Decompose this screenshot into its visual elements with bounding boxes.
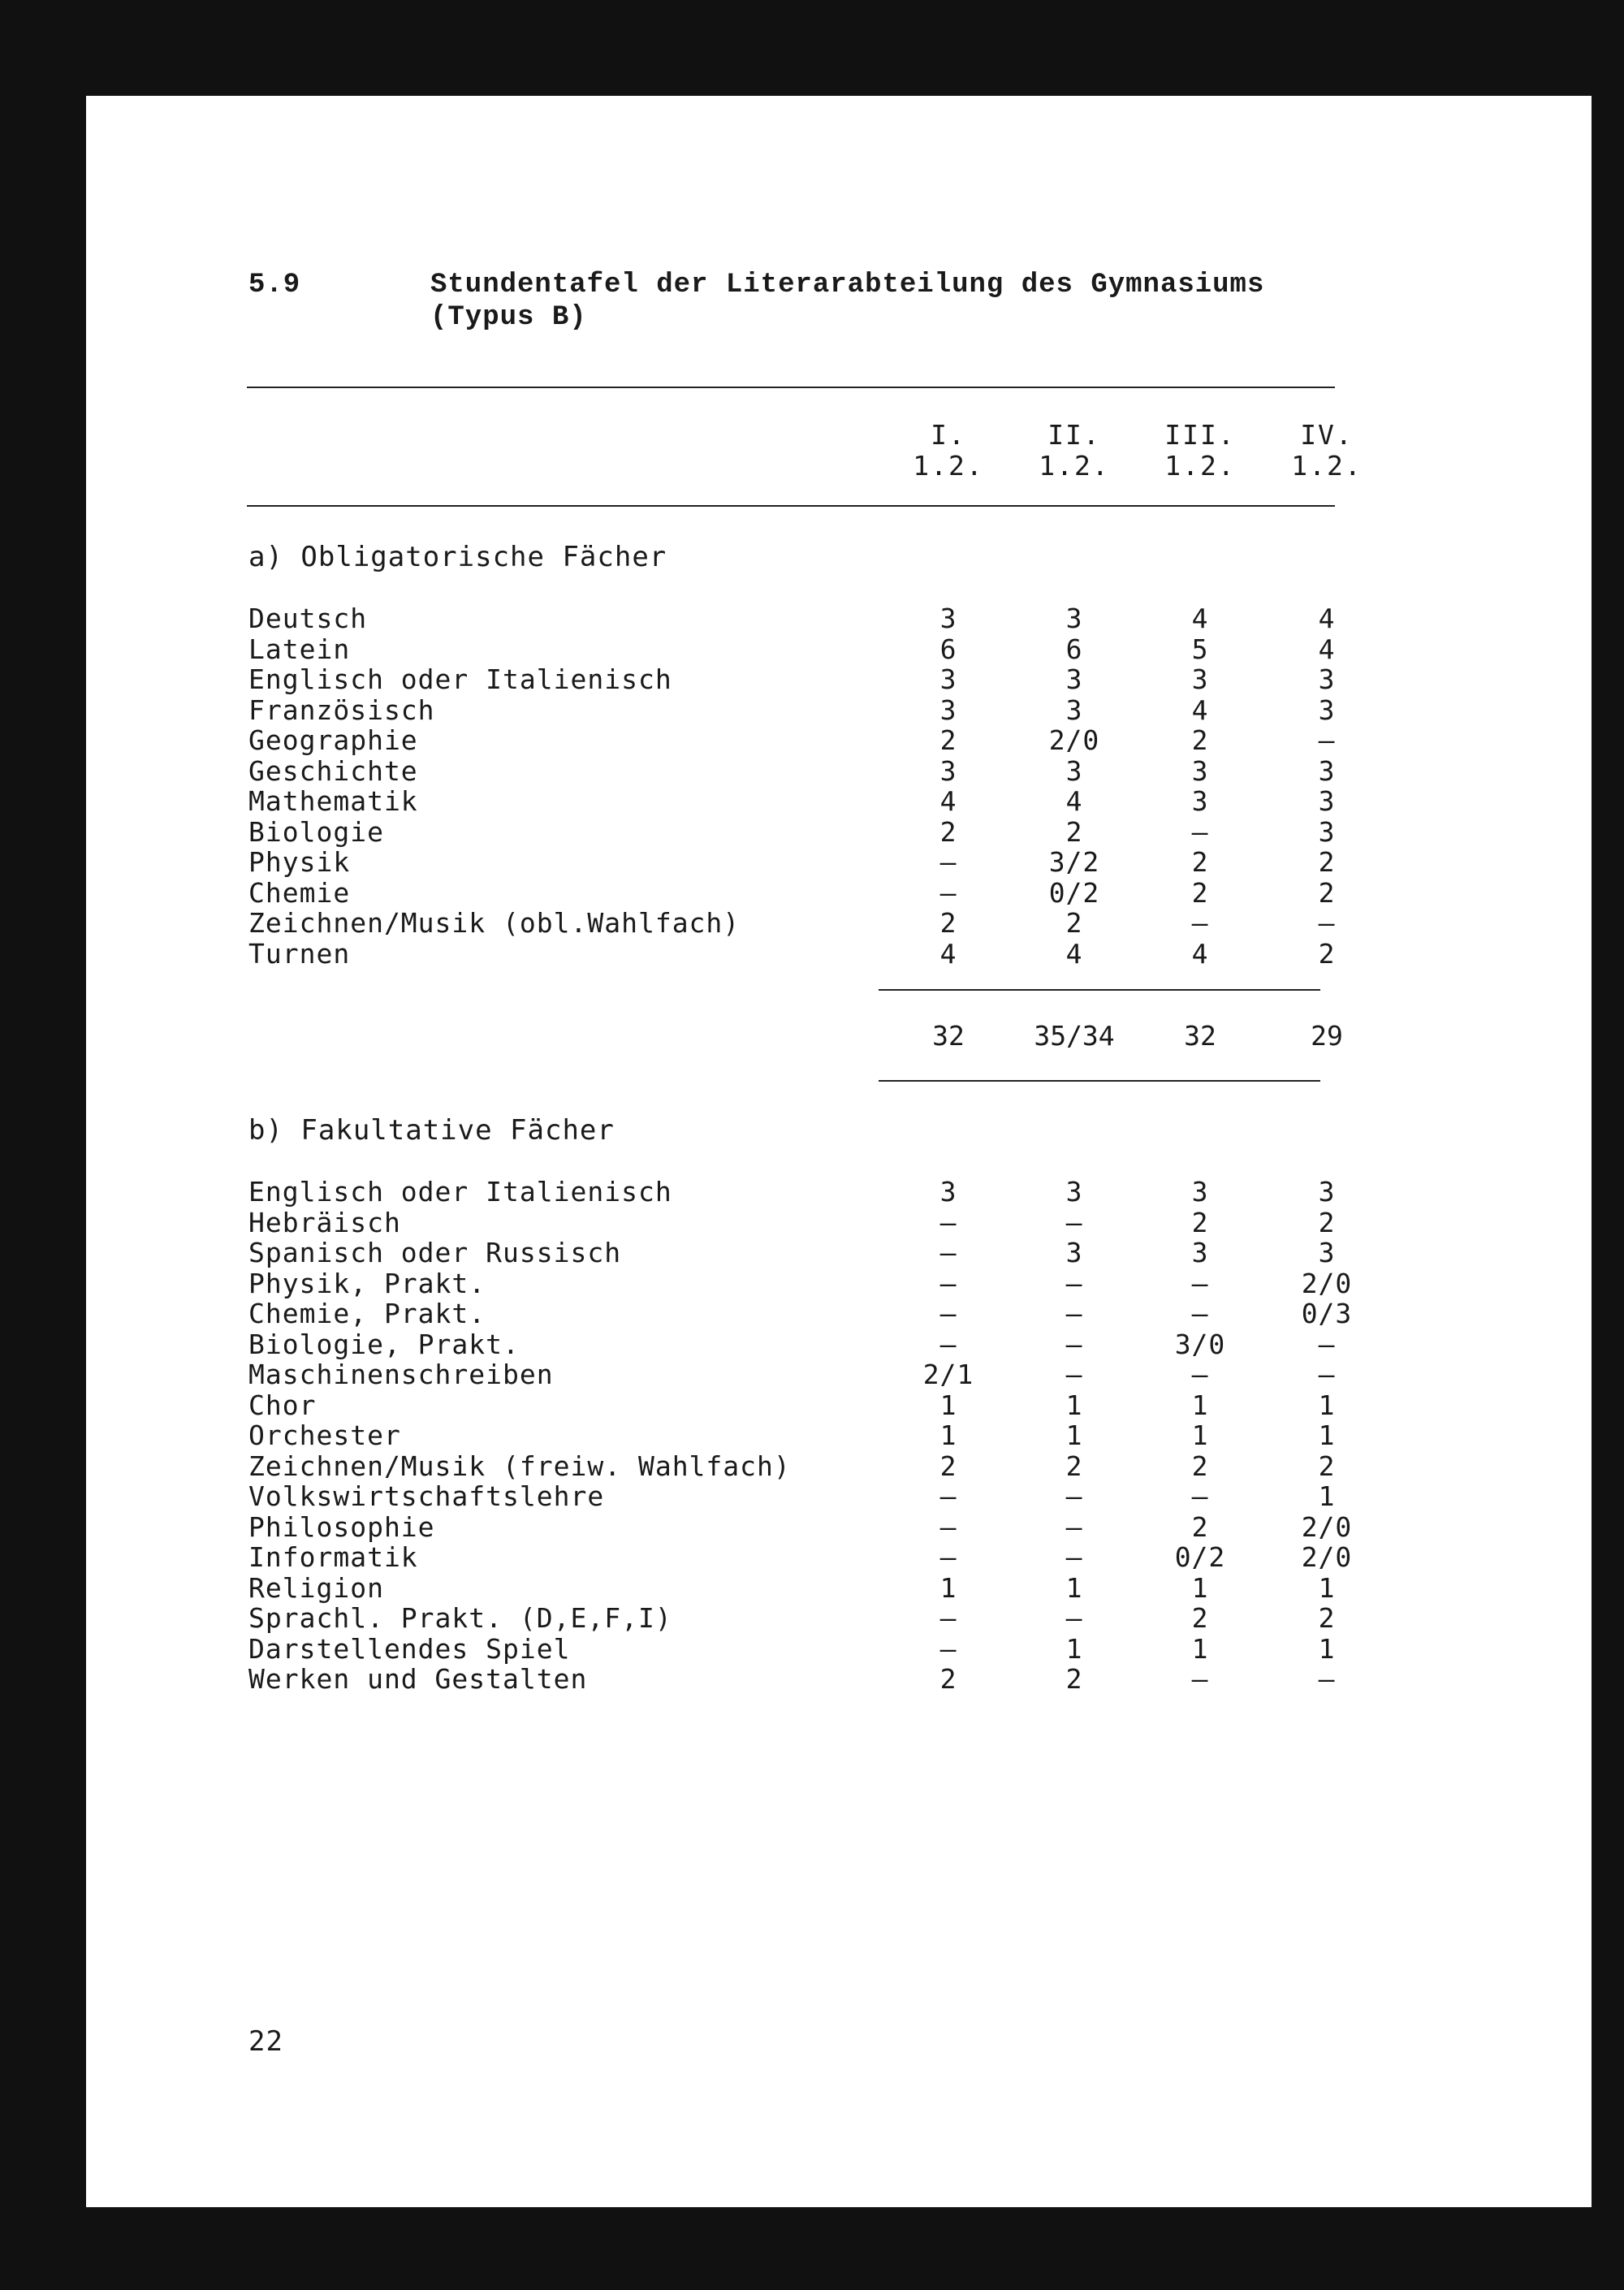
hours-cell-year-2: 2/0 — [1048, 724, 1100, 756]
hours-cell-year-4: – — [1318, 724, 1336, 756]
hours-cell-year-1: – — [939, 1206, 957, 1238]
table-row — [86, 1207, 1592, 1238]
hours-cell-year-3: – — [1191, 815, 1209, 848]
hours-cell-year-1: – — [939, 1237, 957, 1268]
hours-cell-year-1: 2 — [939, 1663, 957, 1695]
hours-cell-year-2: 3 — [1065, 663, 1083, 695]
hours-cell-year-3: 1 — [1191, 1419, 1209, 1451]
subject-label: Chor — [248, 1389, 317, 1421]
hours-cell-year-3: 3 — [1191, 754, 1209, 787]
hours-cell-year-1: 1 — [939, 1571, 957, 1604]
hours-cell-year-3: 1 — [1191, 1389, 1209, 1421]
hours-cell-year-2: – — [1065, 1480, 1083, 1512]
table-row — [86, 694, 1592, 725]
column-header-semesters-4: 1.2. — [1291, 450, 1363, 482]
hours-cell-year-4: – — [1318, 1359, 1336, 1390]
table-row — [86, 1511, 1592, 1542]
hours-cell-year-2: 0/2 — [1048, 876, 1100, 909]
hours-cell-year-1: 4 — [939, 937, 957, 970]
hours-cell-year-4: 3 — [1318, 693, 1336, 726]
hours-cell-year-1: 2/1 — [922, 1359, 974, 1390]
total-year-1: 32 — [932, 1020, 965, 1052]
hours-cell-year-3: 3 — [1191, 1176, 1209, 1208]
document-page — [86, 96, 1592, 2207]
hours-cell-year-4: 1 — [1318, 1571, 1336, 1604]
hours-cell-year-3: 0/2 — [1174, 1541, 1226, 1573]
table-row — [86, 755, 1592, 786]
hours-cell-year-3: – — [1191, 1267, 1209, 1299]
hours-cell-year-1: – — [939, 846, 957, 878]
totals-rule-bottom — [879, 1080, 1320, 1082]
table-row — [86, 816, 1592, 847]
hours-cell-year-4: 1 — [1318, 1632, 1336, 1665]
header-rule — [247, 505, 1335, 507]
subject-label: Chemie — [248, 876, 351, 909]
hours-cell-year-3: 2 — [1191, 1510, 1209, 1543]
hours-cell-year-1: – — [939, 1480, 957, 1512]
hours-cell-year-1: 2 — [939, 724, 957, 756]
hours-cell-year-2: 1 — [1065, 1571, 1083, 1604]
hours-cell-year-4: 4 — [1318, 633, 1336, 665]
subject-label: Französisch — [248, 693, 435, 726]
hours-cell-year-2: 2 — [1065, 1663, 1083, 1695]
column-header-semesters-1: 1.2. — [913, 450, 984, 482]
section-b-heading: b) Fakultative Fächer — [248, 1114, 615, 1147]
table-row — [86, 1389, 1592, 1420]
subject-label: Zeichnen/Musik (freiw. Wahlfach) — [248, 1450, 791, 1482]
hours-cell-year-4: 2 — [1318, 876, 1336, 909]
hours-cell-year-3: 2 — [1191, 724, 1209, 756]
hours-cell-year-1: 1 — [939, 1419, 957, 1451]
top-rule — [247, 387, 1335, 388]
subject-label: Informatik — [248, 1541, 418, 1573]
hours-cell-year-4: 2 — [1318, 1602, 1336, 1634]
table-row — [86, 1419, 1592, 1450]
hours-cell-year-3: 5 — [1191, 633, 1209, 665]
hours-cell-year-3: 3 — [1191, 1237, 1209, 1268]
hours-cell-year-1: 3 — [939, 663, 957, 695]
hours-cell-year-1: – — [939, 1267, 957, 1299]
subject-label: Englisch oder Italienisch — [248, 663, 672, 695]
hours-cell-year-4: 4 — [1318, 603, 1336, 634]
hours-cell-year-2: – — [1065, 1602, 1083, 1634]
hours-cell-year-3: – — [1191, 1298, 1209, 1329]
table-row — [86, 938, 1592, 969]
hours-cell-year-4: 3 — [1318, 1176, 1336, 1208]
hours-cell-year-3: 4 — [1191, 693, 1209, 726]
subject-label: Orchester — [248, 1419, 401, 1451]
subject-label: Biologie — [248, 815, 384, 848]
subject-label: Physik — [248, 846, 351, 878]
hours-cell-year-2: – — [1065, 1328, 1083, 1360]
hours-cell-year-2: 1 — [1065, 1419, 1083, 1451]
table-row — [86, 877, 1592, 908]
hours-cell-year-2: 4 — [1065, 785, 1083, 817]
hours-cell-year-1: 3 — [939, 754, 957, 787]
hours-cell-year-2: 2 — [1065, 1450, 1083, 1482]
hours-cell-year-3: 2 — [1191, 1602, 1209, 1634]
hours-cell-year-1: 3 — [939, 603, 957, 634]
column-header-semesters-2: 1.2. — [1039, 450, 1110, 482]
hours-cell-year-4: 1 — [1318, 1389, 1336, 1421]
column-header-year-1: I. — [931, 419, 966, 451]
hours-cell-year-2: 1 — [1065, 1632, 1083, 1665]
hours-cell-year-3: 3 — [1191, 663, 1209, 695]
hours-cell-year-4: 2/0 — [1301, 1267, 1353, 1299]
table-row — [86, 1329, 1592, 1359]
hours-cell-year-2: – — [1065, 1267, 1083, 1299]
hours-cell-year-2: 2 — [1065, 815, 1083, 848]
hours-cell-year-1: 4 — [939, 785, 957, 817]
table-row — [86, 1450, 1592, 1481]
hours-cell-year-1: 2 — [939, 1450, 957, 1482]
total-year-2: 35/34 — [1034, 1020, 1115, 1052]
hours-cell-year-2: 6 — [1065, 633, 1083, 665]
hours-cell-year-1: 1 — [939, 1389, 957, 1421]
subject-label: Turnen — [248, 937, 351, 970]
hours-cell-year-2: – — [1065, 1541, 1083, 1573]
table-row — [86, 1359, 1592, 1389]
subject-label: Latein — [248, 633, 351, 665]
table-row — [86, 1176, 1592, 1207]
subject-label: Deutsch — [248, 603, 368, 634]
table-row — [86, 1602, 1592, 1633]
hours-cell-year-4: 0/3 — [1301, 1298, 1353, 1329]
subject-label: Physik, Prakt. — [248, 1267, 486, 1299]
hours-cell-year-2: 3 — [1065, 603, 1083, 634]
subject-label: Englisch oder Italienisch — [248, 1176, 672, 1208]
hours-cell-year-3: 2 — [1191, 846, 1209, 878]
document-title: Stundentafel der Literarabteilung des Gymnasiums — [430, 270, 1265, 300]
hours-cell-year-2: – — [1065, 1359, 1083, 1390]
hours-cell-year-4: 1 — [1318, 1480, 1336, 1512]
hours-cell-year-1: – — [939, 1632, 957, 1665]
hours-cell-year-2: 2 — [1065, 907, 1083, 939]
hours-cell-year-3: – — [1191, 1359, 1209, 1390]
hours-cell-year-2: 4 — [1065, 937, 1083, 970]
hours-cell-year-1: 2 — [939, 815, 957, 848]
table-row — [86, 1663, 1592, 1694]
hours-cell-year-2: – — [1065, 1298, 1083, 1329]
subject-label: Maschinenschreiben — [248, 1359, 554, 1390]
subject-label: Werken und Gestalten — [248, 1663, 588, 1695]
hours-cell-year-2: – — [1065, 1510, 1083, 1543]
hours-cell-year-4: 3 — [1318, 785, 1336, 817]
table-row — [86, 633, 1592, 664]
table-row — [86, 907, 1592, 938]
hours-cell-year-3: 1 — [1191, 1571, 1209, 1604]
hours-cell-year-1: 3 — [939, 1176, 957, 1208]
hours-cell-year-4: – — [1318, 1663, 1336, 1695]
hours-cell-year-3: 4 — [1191, 603, 1209, 634]
total-year-4: 29 — [1311, 1020, 1343, 1052]
hours-cell-year-1: – — [939, 1298, 957, 1329]
subject-label: Geographie — [248, 724, 418, 756]
section-a-heading: a) Obligatorische Fächer — [248, 541, 667, 573]
hours-cell-year-4: 3 — [1318, 815, 1336, 848]
hours-cell-year-4: 3 — [1318, 754, 1336, 787]
hours-cell-year-1: – — [939, 1541, 957, 1573]
table-row — [86, 1572, 1592, 1603]
table-row — [86, 1480, 1592, 1511]
page-number: 22 — [248, 2025, 283, 2058]
table-row — [86, 724, 1592, 755]
table-row — [86, 1298, 1592, 1329]
hours-cell-year-2: 3 — [1065, 1237, 1083, 1268]
hours-cell-year-4: 2 — [1318, 937, 1336, 970]
subject-label: Geschichte — [248, 754, 418, 787]
table-row — [86, 846, 1592, 877]
hours-cell-year-1: – — [939, 1602, 957, 1634]
column-header-year-2: II. — [1047, 419, 1101, 451]
hours-cell-year-4: 1 — [1318, 1419, 1336, 1451]
hours-cell-year-1: – — [939, 1328, 957, 1360]
hours-cell-year-3: 2 — [1191, 1450, 1209, 1482]
subject-label: Darstellendes Spiel — [248, 1632, 571, 1665]
hours-cell-year-1: – — [939, 1510, 957, 1543]
column-header-year-3: III. — [1164, 419, 1236, 451]
hours-cell-year-1: 3 — [939, 693, 957, 726]
hours-cell-year-3: 4 — [1191, 937, 1209, 970]
hours-cell-year-4: 2/0 — [1301, 1510, 1353, 1543]
hours-cell-year-3: 1 — [1191, 1632, 1209, 1665]
subject-label: Spanisch oder Russisch — [248, 1237, 622, 1268]
totals-rule-top — [879, 989, 1320, 991]
section-number: 5.9 — [248, 270, 301, 300]
subject-label: Sprachl. Prakt. (D,E,F,I) — [248, 1602, 672, 1634]
subject-label: Religion — [248, 1571, 384, 1604]
hours-cell-year-4: 3 — [1318, 1237, 1336, 1268]
subject-label: Chemie, Prakt. — [248, 1298, 486, 1329]
table-row — [86, 1633, 1592, 1664]
hours-cell-year-4: – — [1318, 1328, 1336, 1360]
hours-cell-year-1: 6 — [939, 633, 957, 665]
hours-cell-year-4: – — [1318, 907, 1336, 939]
hours-cell-year-4: 2/0 — [1301, 1541, 1353, 1573]
hours-cell-year-3: 2 — [1191, 1206, 1209, 1238]
table-row — [86, 1237, 1592, 1268]
hours-cell-year-3: 3 — [1191, 785, 1209, 817]
total-year-3: 32 — [1184, 1020, 1216, 1052]
table-row — [86, 785, 1592, 816]
hours-cell-year-3: 2 — [1191, 876, 1209, 909]
hours-cell-year-4: 2 — [1318, 1206, 1336, 1238]
subject-label: Zeichnen/Musik (obl.Wahlfach) — [248, 907, 741, 939]
hours-cell-year-3: 3/0 — [1174, 1328, 1226, 1360]
hours-cell-year-1: 2 — [939, 907, 957, 939]
table-row — [86, 1541, 1592, 1572]
hours-cell-year-3: – — [1191, 1480, 1209, 1512]
hours-cell-year-4: 2 — [1318, 1450, 1336, 1482]
hours-cell-year-4: 2 — [1318, 846, 1336, 878]
document-subtitle: (Typus B) — [430, 302, 587, 333]
subject-label: Philosophie — [248, 1510, 435, 1543]
hours-cell-year-2: – — [1065, 1206, 1083, 1238]
subject-label: Mathematik — [248, 785, 418, 817]
hours-cell-year-2: 1 — [1065, 1389, 1083, 1421]
hours-cell-year-2: 3/2 — [1048, 846, 1100, 878]
column-header-year-4: IV. — [1300, 419, 1354, 451]
table-row — [86, 663, 1592, 694]
hours-cell-year-2: 3 — [1065, 1176, 1083, 1208]
subject-label: Biologie, Prakt. — [248, 1328, 520, 1360]
subject-label: Hebräisch — [248, 1206, 401, 1238]
hours-cell-year-4: 3 — [1318, 663, 1336, 695]
hours-cell-year-3: – — [1191, 907, 1209, 939]
hours-cell-year-2: 3 — [1065, 693, 1083, 726]
hours-cell-year-2: 3 — [1065, 754, 1083, 787]
column-header-semesters-3: 1.2. — [1164, 450, 1236, 482]
hours-cell-year-1: – — [939, 876, 957, 909]
table-row — [86, 603, 1592, 633]
subject-label: Volkswirtschaftslehre — [248, 1480, 605, 1512]
table-row — [86, 1268, 1592, 1298]
hours-cell-year-3: – — [1191, 1663, 1209, 1695]
